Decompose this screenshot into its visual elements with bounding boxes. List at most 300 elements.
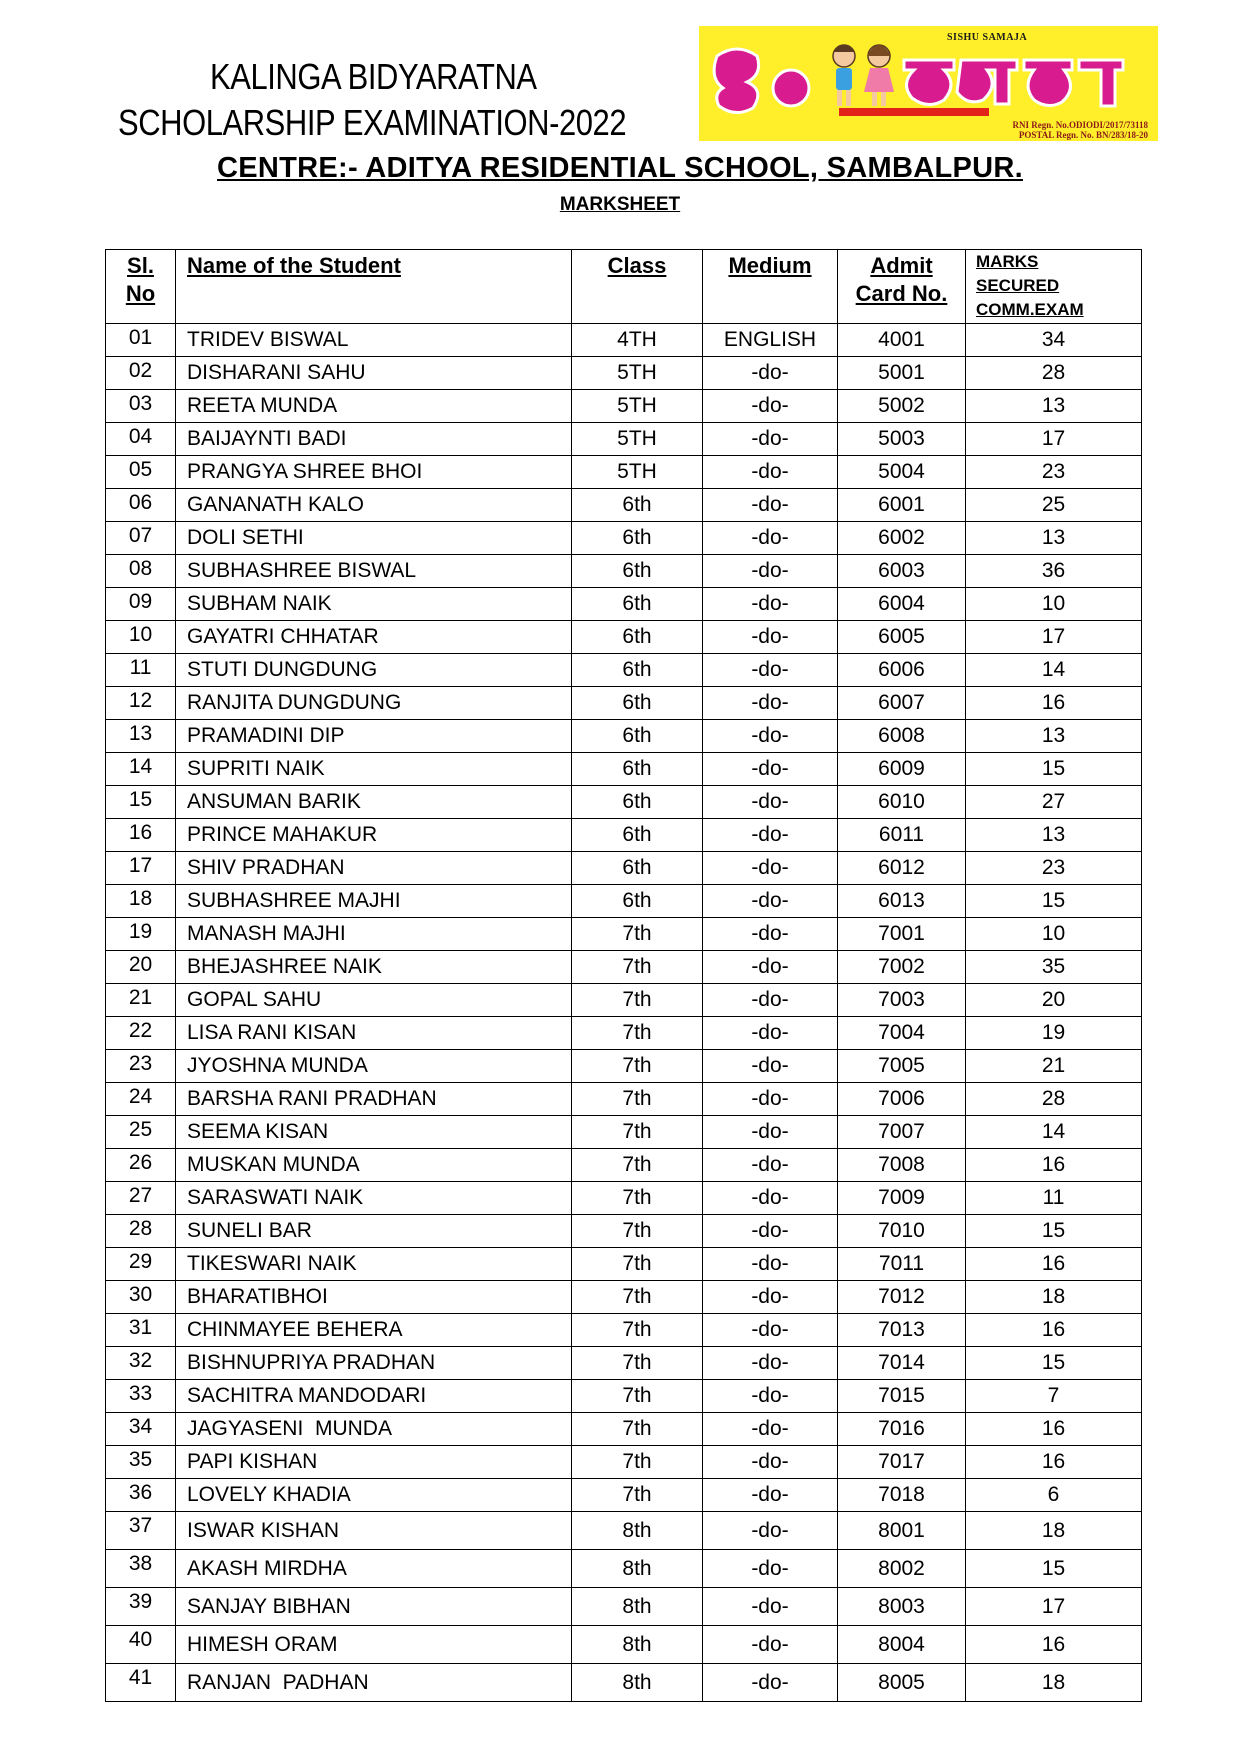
table-row <box>106 1413 1142 1446</box>
marks-cell: 15 <box>966 1550 1142 1588</box>
serial-number-cell: 11 <box>106 654 176 687</box>
logo-rni-registration: RNI Regn. No.ODIODI/2017/73118 <box>1012 120 1148 130</box>
serial-number-cell: 16 <box>106 819 176 852</box>
admit-card-cell: 5004 <box>838 456 966 489</box>
student-name-cell: GAYATRI CHHATAR <box>176 621 572 654</box>
marks-cell: 13 <box>966 720 1142 753</box>
marks-cell: 16 <box>966 1314 1142 1347</box>
table-row <box>106 1149 1142 1182</box>
student-name-cell: CHINMAYEE BEHERA <box>176 1314 572 1347</box>
logo-top-text: SISHU SAMAJA <box>947 32 1028 43</box>
class-cell: 7th <box>572 1479 703 1512</box>
student-name-cell: SUBHASHREE MAJHI <box>176 885 572 918</box>
student-name-cell: SARASWATI NAIK <box>176 1182 572 1215</box>
medium-cell: -do- <box>703 1314 838 1347</box>
student-name-cell: HIMESH ORAM <box>176 1626 572 1664</box>
admit-card-cell: 8001 <box>838 1512 966 1550</box>
medium-cell: -do- <box>703 1380 838 1413</box>
marks-cell: 28 <box>966 1083 1142 1116</box>
table-row <box>106 1550 1142 1588</box>
header-marks-line2: SECURED <box>976 276 1060 295</box>
header-admit-line1: Admit <box>870 253 933 278</box>
table-row <box>106 654 1142 687</box>
medium-cell: -do- <box>703 1281 838 1314</box>
class-cell: 6th <box>572 786 703 819</box>
table-row <box>106 1512 1142 1550</box>
medium-cell: -do- <box>703 1248 838 1281</box>
admit-card-cell: 6005 <box>838 621 966 654</box>
serial-number-cell: 38 <box>106 1550 176 1588</box>
table-row <box>106 621 1142 654</box>
medium-cell: -do- <box>703 1446 838 1479</box>
table-row <box>106 786 1142 819</box>
medium-cell: -do- <box>703 1347 838 1380</box>
table-header-row <box>106 250 1142 324</box>
marks-cell: 14 <box>966 654 1142 687</box>
admit-card-cell: 4001 <box>838 324 966 357</box>
table-row <box>106 1314 1142 1347</box>
admit-card-cell: 6011 <box>838 819 966 852</box>
student-name-cell: SUPRITI NAIK <box>176 753 572 786</box>
serial-number-cell: 13 <box>106 720 176 753</box>
admit-card-cell: 5003 <box>838 423 966 456</box>
class-cell: 5TH <box>572 390 703 423</box>
marks-cell: 18 <box>966 1281 1142 1314</box>
class-cell: 7th <box>572 1182 703 1215</box>
table-row <box>106 423 1142 456</box>
serial-number-cell: 05 <box>106 456 176 489</box>
table-row <box>106 1479 1142 1512</box>
table-row <box>106 1050 1142 1083</box>
admit-card-cell: 8003 <box>838 1588 966 1626</box>
class-cell: 6th <box>572 654 703 687</box>
student-name-cell: RANJITA DUNGDUNG <box>176 687 572 720</box>
class-cell: 7th <box>572 951 703 984</box>
table-row <box>106 951 1142 984</box>
class-cell: 8th <box>572 1550 703 1588</box>
class-cell: 5TH <box>572 456 703 489</box>
serial-number-cell: 06 <box>106 489 176 522</box>
serial-number-cell: 40 <box>106 1626 176 1664</box>
marks-cell: 35 <box>966 951 1142 984</box>
medium-cell: -do- <box>703 1479 838 1512</box>
serial-number-cell: 21 <box>106 984 176 1017</box>
medium-cell: -do- <box>703 885 838 918</box>
serial-number-cell: 39 <box>106 1588 176 1626</box>
marks-cell: 15 <box>966 1215 1142 1248</box>
marks-cell: 13 <box>966 819 1142 852</box>
serial-number-cell: 25 <box>106 1116 176 1149</box>
marks-cell: 17 <box>966 1588 1142 1626</box>
class-cell: 4TH <box>572 324 703 357</box>
class-cell: 7th <box>572 1281 703 1314</box>
student-name-cell: AKASH MIRDHA <box>176 1550 572 1588</box>
marks-cell: 36 <box>966 555 1142 588</box>
class-cell: 8th <box>572 1626 703 1664</box>
serial-number-cell: 29 <box>106 1248 176 1281</box>
admit-card-cell: 7011 <box>838 1248 966 1281</box>
medium-cell: -do- <box>703 819 838 852</box>
admit-card-cell: 6001 <box>838 489 966 522</box>
medium-cell: -do- <box>703 687 838 720</box>
student-name-cell: TRIDEV BISWAL <box>176 324 572 357</box>
marks-table-body <box>106 324 1142 1702</box>
medium-cell: -do- <box>703 489 838 522</box>
class-cell: 7th <box>572 1083 703 1116</box>
serial-number-cell: 08 <box>106 555 176 588</box>
medium-cell: ENGLISH <box>703 324 838 357</box>
serial-number-cell: 02 <box>106 357 176 390</box>
marks-cell: 21 <box>966 1050 1142 1083</box>
header-marks-line1: MARKS <box>976 252 1039 271</box>
table-row <box>106 1626 1142 1664</box>
student-name-cell: PAPI KISHAN <box>176 1446 572 1479</box>
serial-number-cell: 35 <box>106 1446 176 1479</box>
table-row <box>106 1664 1142 1702</box>
marks-cell: 16 <box>966 687 1142 720</box>
table-row <box>106 720 1142 753</box>
admit-card-cell: 6004 <box>838 588 966 621</box>
marks-cell: 23 <box>966 852 1142 885</box>
student-name-cell: BISHNUPRIYA PRADHAN <box>176 1347 572 1380</box>
serial-number-cell: 01 <box>106 324 176 357</box>
table-row <box>106 984 1142 1017</box>
medium-cell: -do- <box>703 621 838 654</box>
marks-table <box>105 249 1142 1702</box>
admit-card-cell: 7014 <box>838 1347 966 1380</box>
student-name-cell: BHARATIBHOI <box>176 1281 572 1314</box>
medium-cell: -do- <box>703 1050 838 1083</box>
medium-cell: -do- <box>703 1664 838 1702</box>
marks-cell: 17 <box>966 423 1142 456</box>
class-cell: 7th <box>572 984 703 1017</box>
medium-cell: -do- <box>703 1182 838 1215</box>
student-name-cell: GANANATH KALO <box>176 489 572 522</box>
header-class: Class <box>572 250 703 324</box>
admit-card-cell: 6007 <box>838 687 966 720</box>
medium-cell: -do- <box>703 984 838 1017</box>
serial-number-cell: 22 <box>106 1017 176 1050</box>
class-cell: 8th <box>572 1664 703 1702</box>
serial-number-cell: 15 <box>106 786 176 819</box>
table-row <box>106 1215 1142 1248</box>
table-row <box>106 1116 1142 1149</box>
serial-number-cell: 41 <box>106 1664 176 1702</box>
medium-cell: -do- <box>703 390 838 423</box>
student-name-cell: SANJAY BIBHAN <box>176 1588 572 1626</box>
medium-cell: -do- <box>703 456 838 489</box>
table-row <box>106 555 1142 588</box>
table-row <box>106 588 1142 621</box>
class-cell: 6th <box>572 687 703 720</box>
class-cell: 7th <box>572 1149 703 1182</box>
medium-cell: -do- <box>703 1512 838 1550</box>
serial-number-cell: 33 <box>106 1380 176 1413</box>
marks-cell: 18 <box>966 1664 1142 1702</box>
marks-cell: 11 <box>966 1182 1142 1215</box>
student-name-cell: SHIV PRADHAN <box>176 852 572 885</box>
class-cell: 6th <box>572 819 703 852</box>
serial-number-cell: 26 <box>106 1149 176 1182</box>
table-row <box>106 1017 1142 1050</box>
admit-card-cell: 7008 <box>838 1149 966 1182</box>
serial-number-cell: 30 <box>106 1281 176 1314</box>
class-cell: 8th <box>572 1588 703 1626</box>
class-cell: 5TH <box>572 357 703 390</box>
admit-card-cell: 6010 <box>838 786 966 819</box>
medium-cell: -do- <box>703 753 838 786</box>
class-cell: 6th <box>572 588 703 621</box>
class-cell: 7th <box>572 1248 703 1281</box>
student-name-cell: ANSUMAN BARIK <box>176 786 572 819</box>
serial-number-cell: 32 <box>106 1347 176 1380</box>
medium-cell: -do- <box>703 951 838 984</box>
medium-cell: -do- <box>703 1626 838 1664</box>
table-row <box>106 753 1142 786</box>
admit-card-cell: 6013 <box>838 885 966 918</box>
admit-card-cell: 6009 <box>838 753 966 786</box>
medium-cell: -do- <box>703 786 838 819</box>
class-cell: 7th <box>572 1347 703 1380</box>
header-marks-line3: COMM.EXAM <box>976 300 1084 319</box>
marks-cell: 25 <box>966 489 1142 522</box>
class-cell: 5TH <box>572 423 703 456</box>
medium-cell: -do- <box>703 654 838 687</box>
student-name-cell: TIKESWARI NAIK <box>176 1248 572 1281</box>
table-row <box>106 819 1142 852</box>
student-name-cell: SUBHASHREE BISWAL <box>176 555 572 588</box>
student-name-cell: DISHARANI SAHU <box>176 357 572 390</box>
marks-cell: 15 <box>966 885 1142 918</box>
table-row <box>106 456 1142 489</box>
marks-cell: 20 <box>966 984 1142 1017</box>
admit-card-cell: 7005 <box>838 1050 966 1083</box>
table-row <box>106 357 1142 390</box>
marks-cell: 13 <box>966 522 1142 555</box>
admit-card-cell: 7017 <box>838 1446 966 1479</box>
table-row <box>106 1281 1142 1314</box>
table-row <box>106 1248 1142 1281</box>
header-serial-number <box>106 250 176 324</box>
student-name-cell: SEEMA KISAN <box>176 1116 572 1149</box>
medium-cell: -do- <box>703 1149 838 1182</box>
medium-cell: -do- <box>703 357 838 390</box>
serial-number-cell: 03 <box>106 390 176 423</box>
table-row <box>106 918 1142 951</box>
marks-cell: 23 <box>966 456 1142 489</box>
header-medium: Medium <box>703 250 838 324</box>
serial-number-cell: 20 <box>106 951 176 984</box>
class-cell: 7th <box>572 1380 703 1413</box>
marks-cell: 17 <box>966 621 1142 654</box>
table-row <box>106 1083 1142 1116</box>
marksheet-heading: MARKSHEET <box>559 194 681 215</box>
header-student-name: Name of the Student <box>176 250 572 324</box>
student-name-cell: LOVELY KHADIA <box>176 1479 572 1512</box>
class-cell: 7th <box>572 1446 703 1479</box>
admit-card-cell: 7009 <box>838 1182 966 1215</box>
admit-card-cell: 7018 <box>838 1479 966 1512</box>
serial-number-cell: 27 <box>106 1182 176 1215</box>
exam-title-line2: SCHOLARSHIP EXAMINATION-2022 <box>118 102 627 143</box>
table-row <box>106 687 1142 720</box>
header-sl-line1: Sl. <box>127 253 154 278</box>
table-row <box>106 489 1142 522</box>
marks-cell: 15 <box>966 1347 1142 1380</box>
marks-cell: 16 <box>966 1626 1142 1664</box>
marks-cell: 16 <box>966 1248 1142 1281</box>
class-cell: 6th <box>572 555 703 588</box>
marks-cell: 16 <box>966 1446 1142 1479</box>
table-row <box>106 1182 1142 1215</box>
serial-number-cell: 12 <box>106 687 176 720</box>
student-name-cell: SACHITRA MANDODARI <box>176 1380 572 1413</box>
marks-cell: 10 <box>966 918 1142 951</box>
header-admit-card <box>838 250 966 324</box>
class-cell: 6th <box>572 720 703 753</box>
class-cell: 7th <box>572 1116 703 1149</box>
serial-number-cell: 34 <box>106 1413 176 1446</box>
serial-number-cell: 17 <box>106 852 176 885</box>
admit-card-cell: 7001 <box>838 918 966 951</box>
serial-number-cell: 36 <box>106 1479 176 1512</box>
header-sl-line2: No <box>125 281 156 306</box>
serial-number-cell: 28 <box>106 1215 176 1248</box>
student-name-cell: STUTI DUNGDUNG <box>176 654 572 687</box>
admit-card-cell: 7007 <box>838 1116 966 1149</box>
student-name-cell: BHEJASHREE NAIK <box>176 951 572 984</box>
serial-number-cell: 23 <box>106 1050 176 1083</box>
student-name-cell: ISWAR KISHAN <box>176 1512 572 1550</box>
student-name-cell: BARSHA RANI PRADHAN <box>176 1083 572 1116</box>
admit-card-cell: 7004 <box>838 1017 966 1050</box>
exam-title-line1: KALINGA BIDYARATNA <box>210 56 537 97</box>
admit-card-cell: 6006 <box>838 654 966 687</box>
marks-cell: 7 <box>966 1380 1142 1413</box>
student-name-cell: RANJAN PADHAN <box>176 1664 572 1702</box>
serial-number-cell: 19 <box>106 918 176 951</box>
student-name-cell: JAGYASENI MUNDA <box>176 1413 572 1446</box>
medium-cell: -do- <box>703 555 838 588</box>
admit-card-cell: 6002 <box>838 522 966 555</box>
student-name-cell: MUSKAN MUNDA <box>176 1149 572 1182</box>
class-cell: 7th <box>572 1413 703 1446</box>
admit-card-cell: 5002 <box>838 390 966 423</box>
serial-number-cell: 37 <box>106 1512 176 1550</box>
class-cell: 7th <box>572 1215 703 1248</box>
serial-number-cell: 31 <box>106 1314 176 1347</box>
admit-card-cell: 8004 <box>838 1626 966 1664</box>
class-cell: 6th <box>572 489 703 522</box>
medium-cell: -do- <box>703 1215 838 1248</box>
serial-number-cell: 09 <box>106 588 176 621</box>
student-name-cell: SUNELI BAR <box>176 1215 572 1248</box>
admit-card-cell: 6008 <box>838 720 966 753</box>
class-cell: 6th <box>572 885 703 918</box>
table-row <box>106 324 1142 357</box>
kids-illustration <box>833 45 894 106</box>
medium-cell: -do- <box>703 522 838 555</box>
student-name-cell: PRAMADINI DIP <box>176 720 572 753</box>
marks-cell: 14 <box>966 1116 1142 1149</box>
serial-number-cell: 18 <box>106 885 176 918</box>
class-cell: 6th <box>572 753 703 786</box>
admit-card-cell: 7015 <box>838 1380 966 1413</box>
table-row <box>106 390 1142 423</box>
medium-cell: -do- <box>703 1083 838 1116</box>
table-row <box>106 885 1142 918</box>
medium-cell: -do- <box>703 588 838 621</box>
medium-cell: -do- <box>703 720 838 753</box>
admit-card-cell: 5001 <box>838 357 966 390</box>
medium-cell: -do- <box>703 918 838 951</box>
admit-card-cell: 7002 <box>838 951 966 984</box>
medium-cell: -do- <box>703 1017 838 1050</box>
marks-cell: 15 <box>966 753 1142 786</box>
serial-number-cell: 14 <box>106 753 176 786</box>
header-admit-line2: Card No. <box>855 281 948 306</box>
student-name-cell: LISA RANI KISAN <box>176 1017 572 1050</box>
class-cell: 6th <box>572 522 703 555</box>
admit-card-cell: 8002 <box>838 1550 966 1588</box>
marks-cell: 13 <box>966 390 1142 423</box>
admit-card-cell: 7016 <box>838 1413 966 1446</box>
admit-card-cell: 7006 <box>838 1083 966 1116</box>
class-cell: 6th <box>572 852 703 885</box>
student-name-cell: MANASH MAJHI <box>176 918 572 951</box>
class-cell: 7th <box>572 1314 703 1347</box>
serial-number-cell: 24 <box>106 1083 176 1116</box>
table-row <box>106 1380 1142 1413</box>
table-row <box>106 522 1142 555</box>
marks-cell: 10 <box>966 588 1142 621</box>
header-marks-secured <box>966 250 1142 324</box>
admit-card-cell: 7003 <box>838 984 966 1017</box>
table-row <box>106 1347 1142 1380</box>
student-name-cell: JYOSHNA MUNDA <box>176 1050 572 1083</box>
admit-card-cell: 7012 <box>838 1281 966 1314</box>
admit-card-cell: 7010 <box>838 1215 966 1248</box>
serial-number-cell: 07 <box>106 522 176 555</box>
admit-card-cell: 8005 <box>838 1664 966 1702</box>
medium-cell: -do- <box>703 1116 838 1149</box>
student-name-cell: PRINCE MAHAKUR <box>176 819 572 852</box>
medium-cell: -do- <box>703 1550 838 1588</box>
medium-cell: -do- <box>703 852 838 885</box>
marks-cell: 34 <box>966 324 1142 357</box>
marks-cell: 28 <box>966 357 1142 390</box>
student-name-cell: PRANGYA SHREE BHOI <box>176 456 572 489</box>
admit-card-cell: 6012 <box>838 852 966 885</box>
serial-number-cell: 10 <box>106 621 176 654</box>
sishu-samaja-logo <box>699 26 1158 141</box>
medium-cell: -do- <box>703 423 838 456</box>
admit-card-cell: 7013 <box>838 1314 966 1347</box>
logo-red-bar <box>839 108 989 116</box>
class-cell: 6th <box>572 621 703 654</box>
marks-cell: 19 <box>966 1017 1142 1050</box>
table-row <box>106 1446 1142 1479</box>
student-name-cell: GOPAL SAHU <box>176 984 572 1017</box>
marks-cell: 6 <box>966 1479 1142 1512</box>
student-name-cell: SUBHAM NAIK <box>176 588 572 621</box>
marks-cell: 27 <box>966 786 1142 819</box>
student-name-cell: DOLI SETHI <box>176 522 572 555</box>
student-name-cell: REETA MUNDA <box>176 390 572 423</box>
class-cell: 7th <box>572 918 703 951</box>
class-cell: 7th <box>572 1050 703 1083</box>
admit-card-cell: 6003 <box>838 555 966 588</box>
